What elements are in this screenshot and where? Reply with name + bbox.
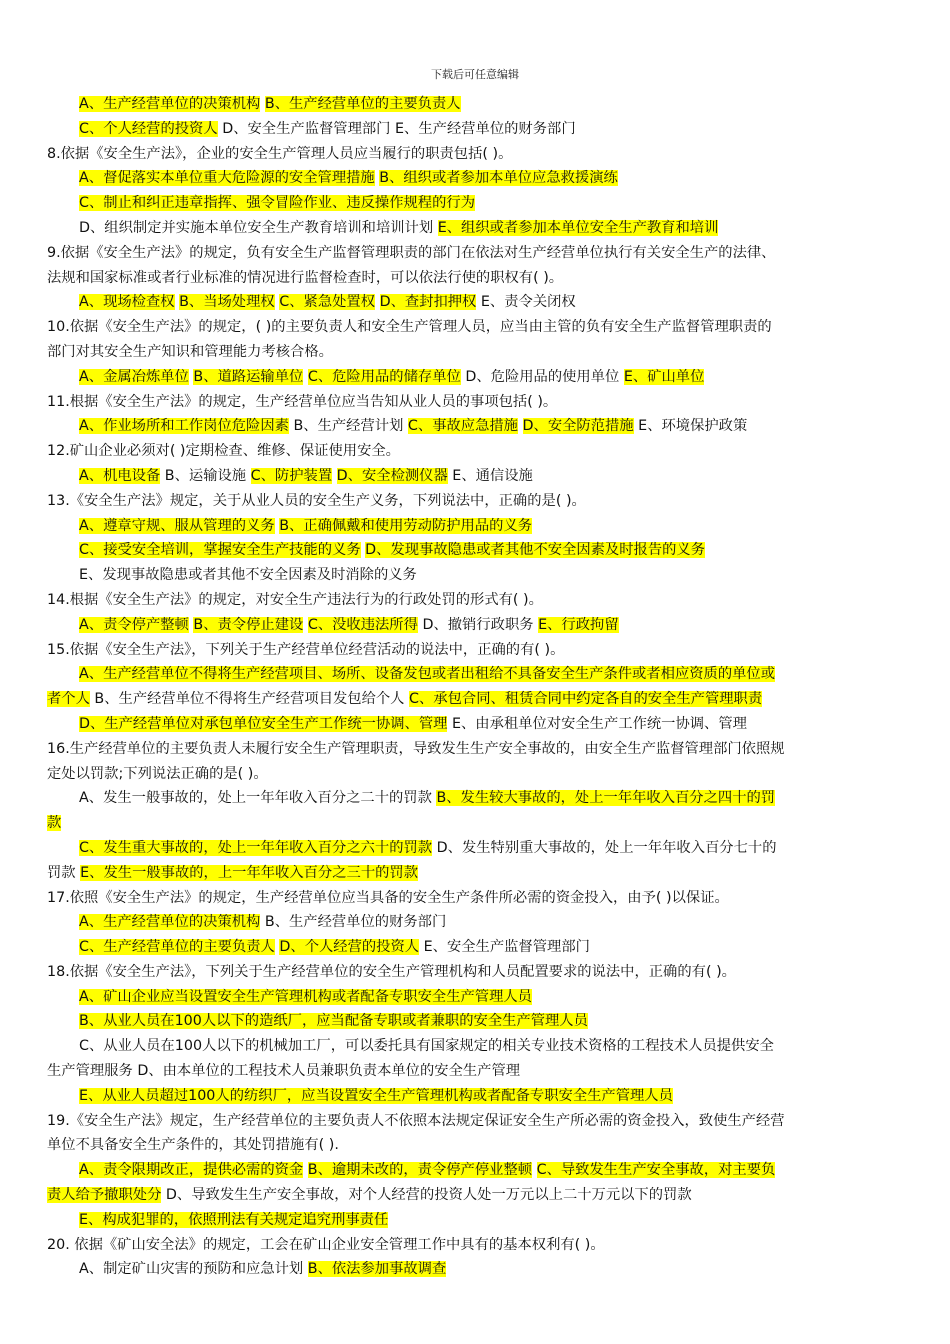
text-segment: B、生产经营单位的财务部门 [260,914,447,931]
highlighted-answer: C、生产经营单位的主要负责人 [79,939,275,956]
highlighted-answer: C、发生重大事故的，处上一年年收入百分之六十的罚款 [79,839,433,856]
text-segment: 定处以罚款;下列说法正确的是( )。 [47,765,268,782]
text-line [47,1208,907,1233]
highlighted-answer: C、承包合同、租赁合同中约定各自的安全生产管理职责 [409,691,763,708]
text-segment: 19.《安全生产法》规定，生产经营单位的主要负责人不依照本法规定保证安全生产所必需的资金投入，致使生产经营 [47,1112,785,1129]
text-line [47,613,907,638]
text-line [47,563,907,588]
highlighted-answer: B、道路运输单位 [193,368,304,385]
text-segment: 罚款 [47,864,81,881]
text-segment: E、发现事故隐患或者其他不安全因素及时消除的义务 [79,567,417,584]
highlighted-answer: A、督促落实本单位重大危险源的安全管理措施 [79,170,375,187]
text-line [47,1133,907,1158]
highlighted-answer: C、紧急处置权 [279,294,376,311]
text-line [47,390,907,415]
text-segment: B、生产经营单位不得将生产经营项目发包给个人 [89,691,410,708]
text-segment: E、安全生产监督管理部门 [419,939,590,956]
highlighted-answer: A、遵章守规、服从管理的义务 [79,517,275,534]
text-line [47,1034,907,1059]
highlighted-answer: B、责令停止建设 [193,616,304,633]
text-line [47,886,907,911]
text-line [47,687,907,712]
text-line [47,960,907,985]
highlighted-answer: D、安全防范措施 [522,418,634,435]
text-line [47,290,907,315]
text-line [47,985,907,1010]
text-segment: 生产管理服务 D、由本单位的工程技术人员兼职负责本单位的安全生产管理 [47,1063,521,1080]
highlighted-answer: A、生产经营单位的决策机构 [79,96,261,112]
highlighted-answer: A、生产经营单位的决策机构 [79,914,261,931]
text-line [47,414,907,439]
text-segment: D、导致发生生产安全事故，对个人经营的投资人处一万元以上二十万元以下的罚款 [161,1187,692,1204]
text-segment: B、生产经营计划 [288,418,408,435]
highlighted-answer: B、组织或者参加本单位应急救援演练 [379,170,618,187]
text-segment: 12.矿山企业必须对( )定期检查、维修、保证使用安全。 [47,443,400,460]
page-header: 下载后可任意编辑 [431,68,519,81]
text-line [47,166,907,191]
text-segment: C、从业人员在100人以下的机械加工厂，可以委托具有国家规定的相关专业技术资格的工程技术人员提供安全 [79,1038,774,1055]
highlighted-answer: 款 [47,815,62,832]
highlighted-answer: C、事故应急措施 [407,418,518,435]
highlighted-answer: E、行政拘留 [538,616,619,633]
text-segment: E、通信设施 [447,467,533,484]
text-line [47,464,907,489]
text-segment: 15.依据《安全生产法》，下列关于生产经营单位经营活动的说法中，正确的有( )。 [47,641,565,658]
text-line [47,861,907,886]
text-segment [518,418,523,434]
text-line [47,117,907,142]
text-segment: 部门对其安全生产知识和管理能力考核合格。 [47,343,333,360]
text-line [47,1257,907,1282]
text-line [47,241,907,266]
highlighted-answer: C、防护装置 [250,467,333,484]
highlighted-answer: B、逾期未改的，责令停产停业整顿 [307,1162,533,1179]
highlighted-answer: C、制止和纠正违章指挥、强令冒险作业、违反操作规程的行为 [79,195,475,212]
text-segment: A、制定矿山灾害的预防和应急计划 [79,1261,308,1278]
highlighted-answer: D、个人经营的投资人 [279,939,420,956]
highlighted-answer: C、个人经营的投资人 [79,120,218,137]
text-segment: 14.根据《安全生产法》的规定，对安全生产违法行为的行政处罚的形式有( )。 [47,591,543,608]
highlighted-answer: A、现场检查权 [79,294,175,311]
text-line [47,1233,907,1258]
text-line [47,836,907,861]
text-segment: 8.依据《安全生产法》，企业的安全生产管理人员应当履行的职责包括( )。 [47,145,513,162]
text-line [47,786,907,811]
text-segment: E、环境保护政策 [633,418,748,435]
highlighted-answer: B、生产经营单位的主要负责人 [264,96,461,112]
text-line [47,662,907,687]
text-segment [332,468,337,484]
text-line [47,638,907,663]
text-segment: 11.根据《安全生产法》的规定，生产经营单位应当告知从业人员的事项包括( )。 [47,393,558,410]
text-segment: 17.依照《安全生产法》的规定，生产经营单位应当具备的安全生产条件所必需的资金投入，由予( )以保证。 [47,889,729,906]
highlighted-answer: C、接受安全培训，掌握安全生产技能的义务 [79,542,361,559]
text-segment [375,294,380,310]
highlighted-answer: B、正确佩戴和使用劳动防护用品的义务 [279,517,533,534]
text-segment: 法规和国家标准或者行业标准的情况进行监督检查时，可以依法行使的职权有( )。 [47,269,564,286]
highlighted-answer: B、从业人员在100人以下的造纸厂，应当配备专职或者兼职的安全生产管理人员 [79,1013,588,1030]
highlighted-answer: D、查封扣押权 [379,294,477,311]
text-segment: B、运输设施 [160,467,251,484]
text-segment: D、发生特别重大事故的，处上一年年收入百分七十的 [432,839,777,856]
text-line [47,935,907,960]
text-segment: 9.依据《安全生产法》的规定，负有安全生产监督管理职责的部门在依法对生产经营单位执行有关安全生产的法律、 [47,244,776,261]
text-segment: D、危险用品的使用单位 [460,368,624,385]
text-line [47,1183,907,1208]
text-segment: D、安全生产监督管理部门 E、生产经营单位的财务部门 [217,120,576,137]
text-line [47,340,907,365]
text-line [47,92,907,117]
text-line [47,1059,907,1084]
highlighted-answer: 者个人 [47,691,90,708]
text-line [47,538,907,563]
text-line [47,712,907,737]
highlighted-answer: A、矿山企业应当设置安全生产管理机构或者配备专职安全生产管理人员 [79,988,532,1005]
text-segment: D、组织制定并实施本单位安全生产教育培训和培训计划 [79,219,438,236]
highlighted-answer: C、没收违法所得 [307,616,418,633]
highlighted-answer: B、依法参加事故调查 [307,1261,447,1278]
text-line [47,1084,907,1109]
text-line [47,315,907,340]
text-line [47,811,907,836]
text-segment: D、撤销行政职务 [417,616,539,633]
highlighted-answer: C、导致发生生产安全事故，对主要负 [536,1162,776,1179]
highlighted-answer: E、组织或者参加本单位安全生产教育和培训 [437,219,719,236]
text-segment: 10.依据《安全生产法》的规定，( )的主要负责人和安全生产管理人员，应当由主管的负有安全生产监督管理职责的 [47,319,772,336]
text-line [47,439,907,464]
text-line [47,910,907,935]
highlighted-answer: A、金属冶炼单位 [79,368,189,385]
highlighted-answer: D、安全检测仪器 [336,467,448,484]
text-segment: 20. 依据《矿山安全法》的规定，工会在矿山企业安全管理工作中具有的基本权利有( )。 [47,1236,605,1253]
highlighted-answer: A、生产经营单位不得将生产经营项目、场所、设备发包或者出租给不具备安全生产条件或者相应资质的单位或 [79,666,776,683]
highlighted-answer: E、发生一般事故的，上一年年收入百分之三十的罚款 [80,864,418,881]
highlighted-answer: B、发生较大事故的，处上一年年收入百分之四十的罚 [436,790,776,807]
text-segment: A、发生一般事故的，处上一年年收入百分之二十的罚款 [79,790,437,807]
text-segment: E、由承租单位对安全生产工作统一协调、管理 [447,715,747,732]
highlighted-answer: 责人给予撤职处分 [47,1187,162,1204]
highlighted-answer: A、责令限期改正，提供必需的资金 [79,1162,304,1179]
text-line [47,365,907,390]
highlighted-answer: D、生产经营单位对承包单位安全生产工作统一协调、管理 [79,715,448,732]
text-line [47,1158,907,1183]
text-segment: E、责令关闭权 [476,294,576,311]
text-segment [532,1162,537,1178]
highlighted-answer: E、矿山单位 [623,368,705,385]
text-segment: 13.《安全生产法》规定，关于从业人员的安全生产义务，下列说法中，正确的是( )。 [47,492,586,509]
text-line [47,737,907,762]
highlighted-answer: E、从业人员超过100人的纺织厂，应当设置安全生产管理机构或者配备专职安全生产管理人员 [79,1087,673,1104]
text-line [47,489,907,514]
highlighted-answer: A、责令停产整顿 [79,616,189,633]
highlighted-answer: D、发现事故隐患或者其他不安全因素及时报告的义务 [365,542,706,559]
highlighted-answer: A、作业场所和工作岗位危险因素 [79,418,289,435]
text-segment: 单位不具备安全生产条件的，其处罚措施有( ). [47,1137,339,1154]
text-line [47,1109,907,1134]
text-segment: 18.依据《安全生产法》，下列关于生产经营单位的安全生产管理机构和人员配置要求的说法中，正确的有( )。 [47,963,736,980]
text-line [47,191,907,216]
text-line [47,1009,907,1034]
highlighted-answer: A、机电设备 [79,467,161,484]
text-line [47,142,907,167]
highlighted-answer: C、危险用品的储存单位 [307,368,461,385]
text-line [47,216,907,241]
text-line [47,266,907,291]
highlighted-answer: E、构成犯罪的，依照刑法有关规定追究刑事责任 [79,1211,389,1228]
text-line [47,588,907,613]
text-segment: 16.生产经营单位的主要负责人未履行安全生产管理职责，导致发生生产安全事故的，由安全生产监督管理部门依照规 [47,740,785,757]
highlighted-answer: B、当场处理权 [179,294,275,311]
text-line [47,762,907,787]
text-line [47,514,907,539]
document-body [47,92,907,1282]
